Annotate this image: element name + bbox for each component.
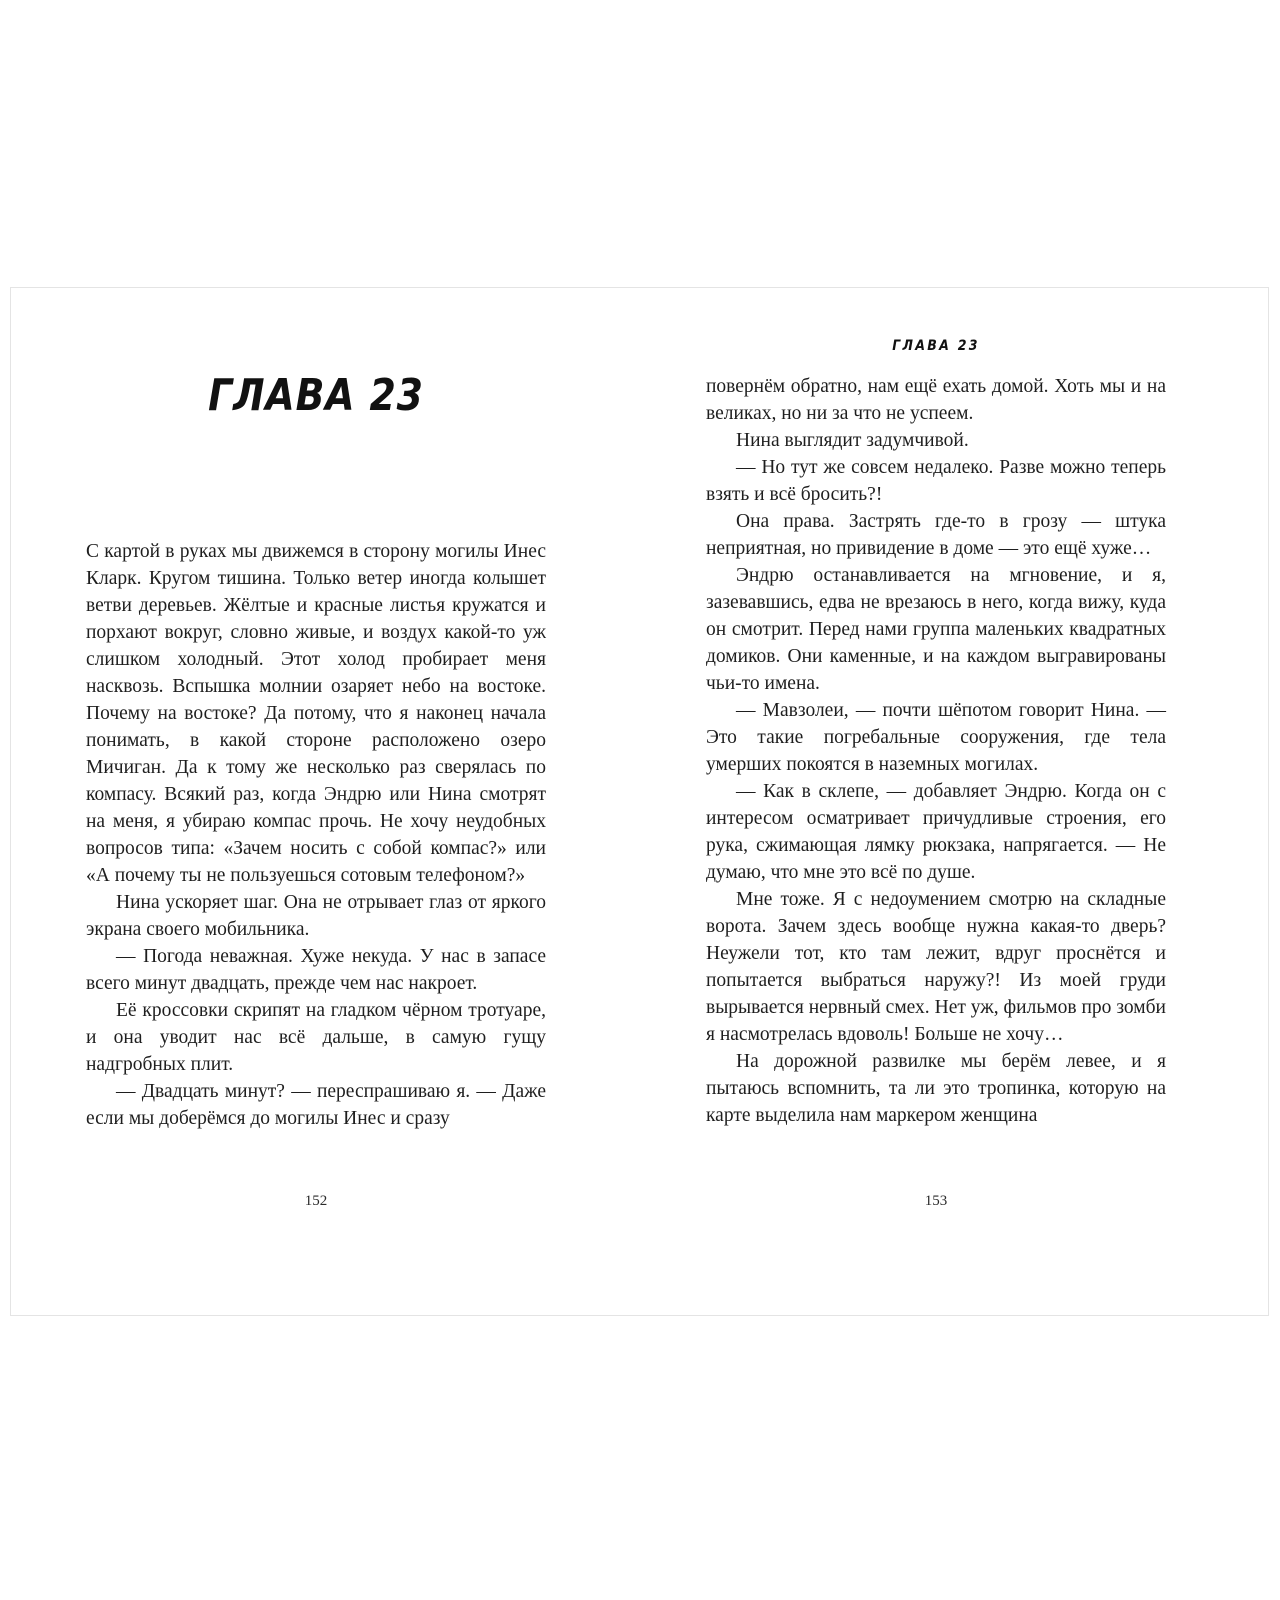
paragraph: Нина ускоряет шаг. Она не отрывает глаз от яркого экрана своего мобильника. <box>86 892 546 940</box>
paragraph: — Мавзолеи, — почти шёпотом говорит Нина. — Это такие погребальные сооружения, где тела умерших покоятся в наземных могилах. <box>706 700 1166 775</box>
paragraph: Мне тоже. Я с недоумением смотрю на складные ворота. Зачем здесь вообще нужна какая-то дверь? Неужели тот, кто там лежит, вдруг проснётся и попытается выбраться наружу?! Из моей груди вырывается нервный смех. Нет уж, фильмов про зомби я насмотрелась вдоволь! Больше не хочу… <box>706 889 1166 1045</box>
left-page-body <box>86 538 546 1132</box>
page-number-left: 152 <box>304 1193 328 1209</box>
paragraph: На дорожной развилке мы берём левее, и я пытаюсь вспомнить, та ли это тропинка, которую на карте выделила нам маркером женщина <box>706 1051 1166 1126</box>
paragraph: — Но тут же совсем недалеко. Разве можно теперь взять и всё бросить?! <box>706 457 1166 505</box>
right-page-body <box>706 373 1166 1129</box>
paragraph: Эндрю останавливается на мгновение, и я, зазевавшись, едва не врезаюсь в него, когда вижу, куда он смотрит. Перед нами группа маленьких квадратных домиков. Они каменные, и на каждом выгравированы чьи-то имена. <box>706 565 1166 694</box>
paragraph: повернём обратно, нам ещё ехать домой. Хоть мы и на великах, но ни за что не успеем. <box>706 376 1166 424</box>
chapter-title: ГЛАВА 23 <box>208 370 424 421</box>
paragraph: — Двадцать минут? — переспрашиваю я. — Даже если мы доберёмся до могилы Инес и сразу <box>86 1081 546 1129</box>
paragraph: Нина выглядит задумчивой. <box>736 430 969 451</box>
book-page-spread <box>10 287 1269 1316</box>
left-page <box>86 288 546 1315</box>
page-number-right: 153 <box>924 1193 948 1209</box>
paragraph: С картой в руках мы движемся в сторону могилы Инес Кларк. Кругом тишина. Только ветер иногда колышет ветви деревьев. Жёлтые и красные листья кружатся и порхают вокруг, словно живые, и воздух какой-то уж слишком холодный. Этот холод пробирает меня насквозь. Вспышка молнии озаряет небо на востоке. Почему на востоке? Да потому, что я наконец начала понимать, в какой стороне расположено озеро Мичиган. Да к тому же несколько раз сверялась по компасу. Всякий раз, когда Эндрю или Нина смотрят на меня, я убираю компас прочь. Не хочу неудобных вопросов типа: «Зачем носить с собой компас?» или «А почему ты не пользуешься сотовым телефоном?» <box>86 541 546 886</box>
paragraph: — Погода неважная. Хуже некуда. У нас в запасе всего минут двадцать, прежде чем нас накроет. <box>86 946 546 994</box>
paragraph: Она права. Застрять где-то в грозу — штука неприятная, но привидение в доме — это ещё хуже… <box>706 511 1166 559</box>
paragraph: — Как в склепе, — добавляет Эндрю. Когда он с интересом осматривает причудливые строения, его рука, сжимающая лямку рюкзака, напрягается. — Не думаю, что мне это всё по душе. <box>706 781 1166 883</box>
paragraph: Её кроссовки скрипят на гладком чёрном тротуаре, и она уводит нас всё дальше, в самую гущу надгробных плит. <box>86 1000 546 1075</box>
right-page <box>706 288 1166 1315</box>
running-head: ГЛАВА 23 <box>892 338 980 354</box>
